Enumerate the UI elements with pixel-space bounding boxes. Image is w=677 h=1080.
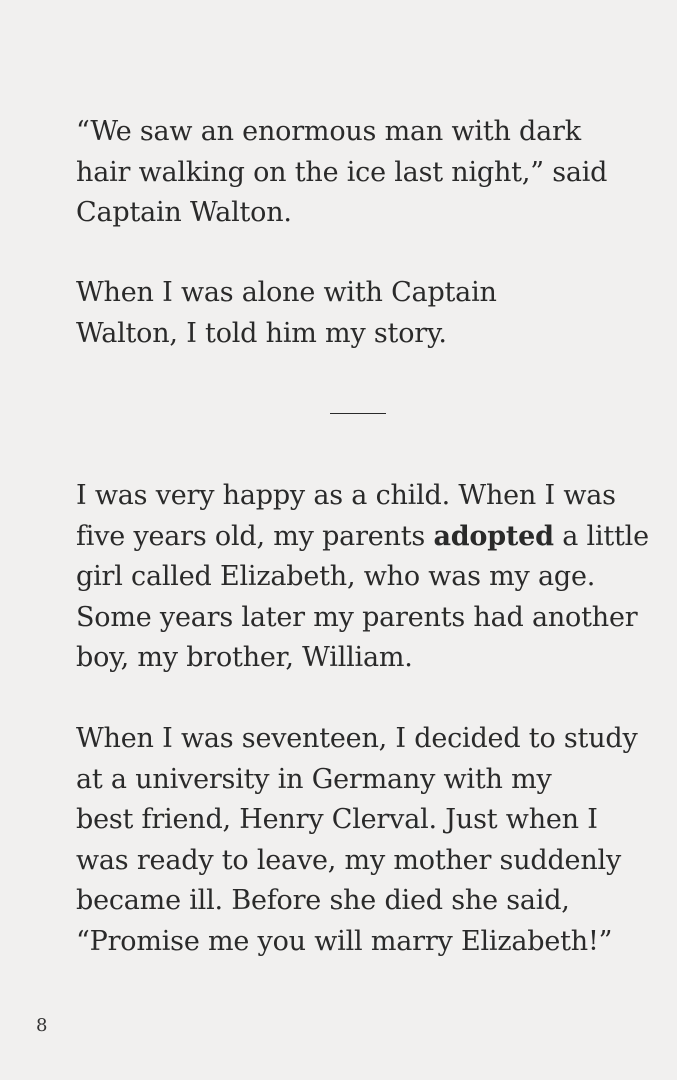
- text-line: When I was seventeen, I decided to study: [76, 723, 638, 754]
- paragraph-childhood: [76, 476, 649, 679]
- text-line: I was very happy as a child. When I was: [76, 480, 616, 511]
- bold-word-adopted: adopted: [433, 520, 554, 552]
- text-line: girl called Elizabeth, who was my age.: [76, 561, 596, 592]
- text-line: best friend, Henry Clerval. Just when I: [76, 804, 598, 835]
- text-line: Captain Walton.: [76, 197, 292, 228]
- text-line: Walton, I told him my story.: [76, 317, 447, 349]
- text-line: When I was alone with Captain: [76, 277, 497, 308]
- text-line: boy, my brother, William.: [76, 642, 413, 673]
- text-line-with-bold: [76, 517, 649, 558]
- text-line: became ill. Before she died she said,: [76, 885, 570, 916]
- text-segment: a little: [553, 520, 649, 552]
- text-line: “We saw an enormous man with dark: [76, 116, 581, 147]
- page-number: 8: [36, 1015, 48, 1036]
- text-line: was ready to leave, my mother suddenly: [76, 844, 622, 876]
- paragraph-alone-with-walton: [76, 273, 646, 354]
- paragraph-university: [76, 719, 646, 962]
- paragraph-captain-walton: [76, 112, 646, 234]
- text-line: at a university in Germany with my: [76, 763, 552, 795]
- section-divider: [330, 413, 386, 414]
- text-segment: five years old, my parents: [76, 520, 426, 552]
- text-line: Some years later my parents had another: [76, 601, 638, 633]
- text-line: hair walking on the ice last night,” said: [76, 156, 608, 188]
- text-line: “Promise me you will marry Elizabeth!”: [76, 925, 613, 957]
